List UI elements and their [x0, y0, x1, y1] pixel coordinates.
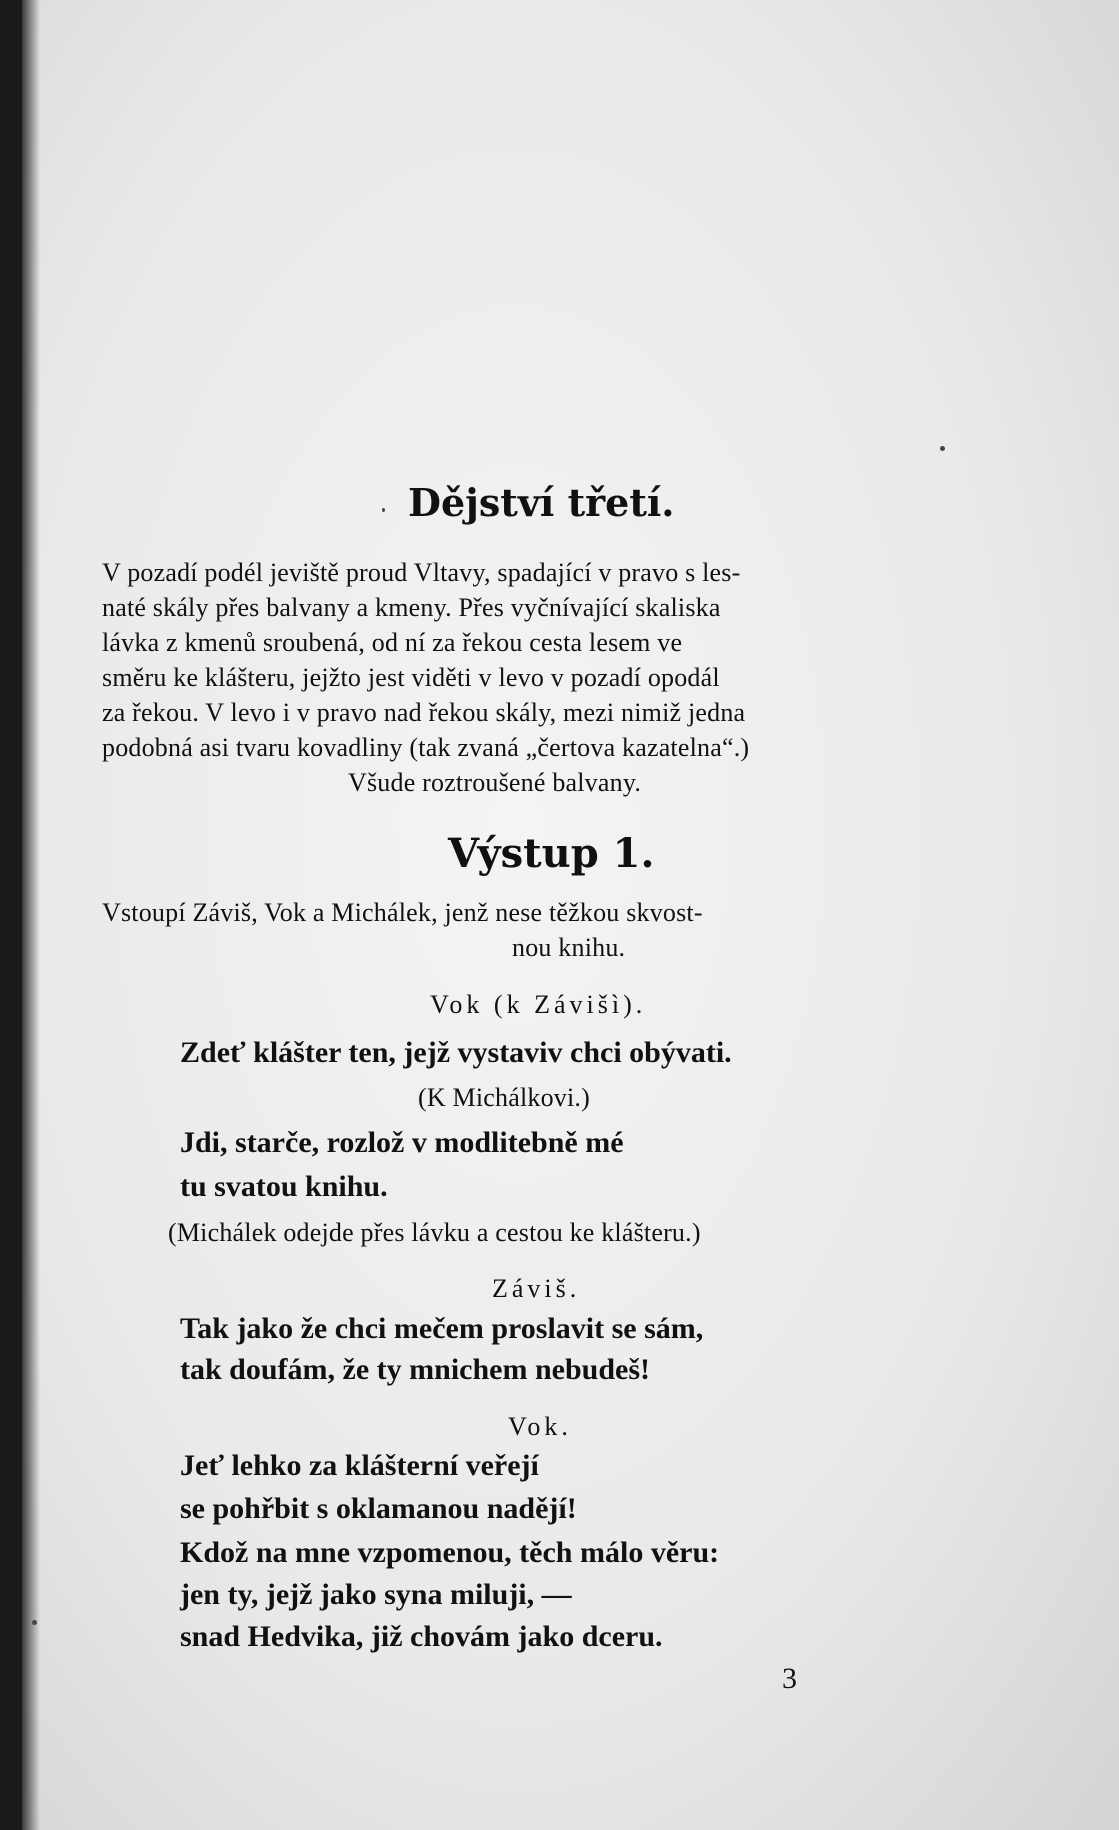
ink-speck [940, 446, 945, 451]
stage-direction-line: podobná asi tvaru kovadliny (tak zvaná „čertova kazatelna“.) [102, 733, 750, 762]
verse-line: Tak jako že chci mečem proslavit se sám, [180, 1312, 704, 1345]
ink-speck [32, 1620, 37, 1625]
verse-line: tu svatou knihu. [180, 1170, 388, 1203]
stage-direction-line: lávka z kmenů sroubená, od ní za řekou cesta lesem ve [102, 628, 683, 657]
verse-line: Zdeť klášter ten, jejž vystaviv chci obývati. [180, 1036, 732, 1069]
binding-shadow [22, 0, 40, 1830]
speaker-vok: Vok (k Závišì). [430, 990, 647, 1019]
speaker-vok: Vok. [508, 1412, 572, 1441]
verse-line: snad Hedvika, již chovám jako dceru. [180, 1620, 663, 1653]
verse-line: Jeť lehko za klášterní veřejí [180, 1449, 539, 1482]
stage-direction-line: za řekou. V levo i v pravo nad řekou skály, mezi nimiž jedna [102, 698, 746, 727]
verse-line: Jdi, starče, rozlož v modlitebně mé [180, 1126, 624, 1159]
scene-direction-line: nou knihu. [512, 933, 626, 962]
scene-direction-line: Vstoupí Záviš, Vok a Michálek, jenž nese těžkou skvost- [102, 898, 703, 927]
stage-direction-line: V pozadí podél jeviště proud Vltavy, spadající v pravo s les- [102, 558, 741, 587]
stage-direction-line: naté skály přes balvany a kmeny. Přes vyčnívající skaliska [102, 593, 721, 622]
verse-line: se pohřbit s oklamanou nadějí! [180, 1492, 577, 1525]
stage-exit: (Michálek odejde přes lávku a cestou ke klášteru.) [168, 1218, 701, 1247]
page-number: 3 [782, 1662, 797, 1695]
stage-direction-line: Všude roztroušené balvany. [348, 768, 642, 797]
verse-line: Kdož na mne vzpomenou, těch málo věru: [180, 1536, 720, 1569]
stage-aside: (K Michálkovi.) [418, 1083, 590, 1112]
book-page [22, 0, 1119, 1830]
scene-title: Výstup 1. [448, 830, 655, 877]
ink-speck [382, 508, 385, 512]
act-title: Dějství třetí. [408, 480, 675, 525]
stage-direction-line: směru ke klášteru, jejžto jest viděti v levo v pozadí opodál [102, 663, 720, 692]
verse-line: jen ty, jejž jako syna miluji, — [180, 1578, 572, 1611]
speaker-zavis: Záviš. [492, 1274, 581, 1303]
verse-line: tak doufám, že ty mnichem nebudeš! [180, 1353, 650, 1386]
